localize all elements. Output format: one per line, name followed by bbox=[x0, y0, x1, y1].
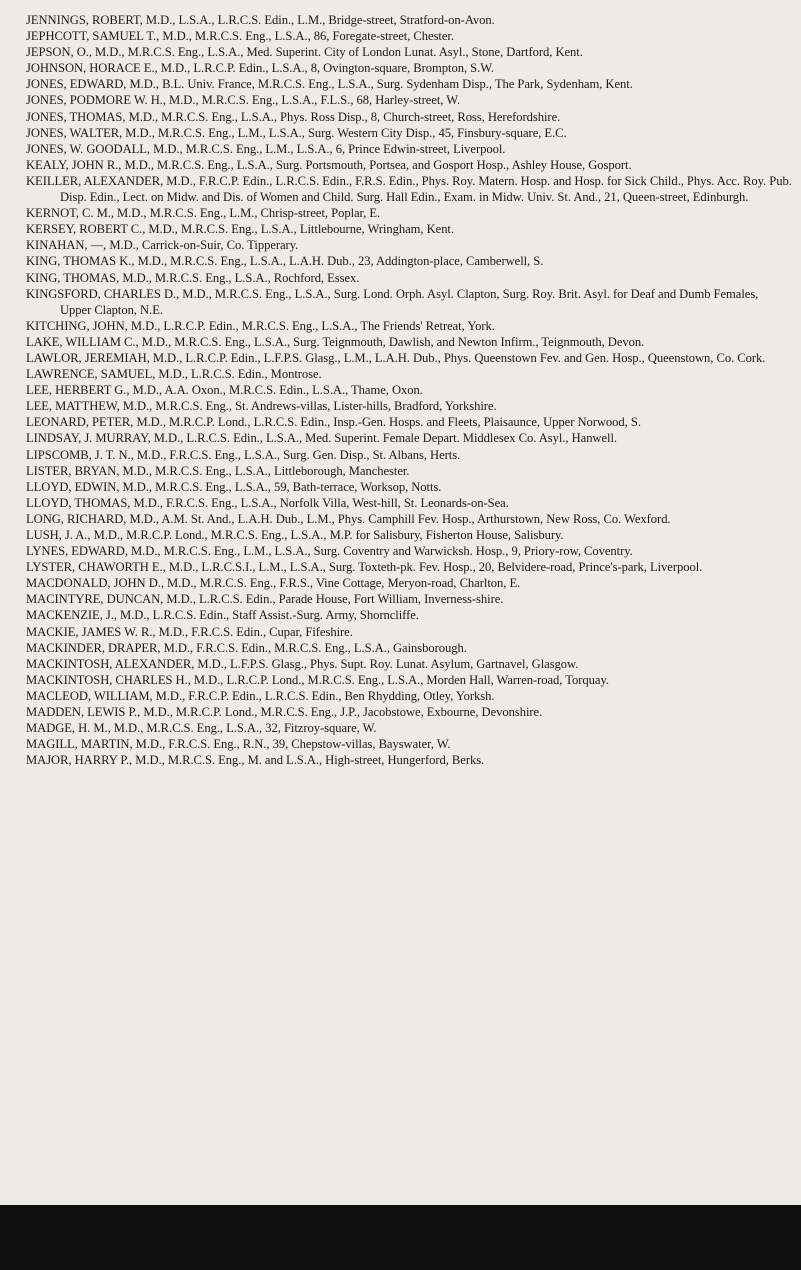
directory-entry: KING, THOMAS, M.D., M.R.C.S. Eng., L.S.A., Rochford, Essex. bbox=[26, 270, 360, 285]
directory-entry: JENNINGS, ROBERT, M.D., L.S.A., L.R.C.S. Edin., L.M., Bridge-street, Stratford-on-Avon. bbox=[26, 13, 495, 27]
directory-entry: KERNOT, C. M., M.D., M.R.C.S. Eng., L.M., Chrisp-street, Poplar, E. bbox=[26, 206, 381, 221]
directory-entry: LAKE, WILLIAM C., M.D., M.R.C.S. Eng., L.S.A., Surg. Teignmouth, Dawlish, and Newton Infirm., Teignmouth, Devon. bbox=[26, 334, 645, 349]
directory-entry: LISTER, BRYAN, M.D., M.R.C.S. Eng., L.S.A., Littleborough, Manchester. bbox=[26, 463, 410, 478]
directory-entry: JEPSON, O., M.D., M.R.C.S. Eng., L.S.A., Med. Superint. City of London Lunat. Asyl., Stone, Dartford, Kent. bbox=[26, 45, 583, 60]
directory-entry: MACKINTOSH, CHARLES H., M.D., L.R.C.P. Lond., M.R.C.S. Eng., L.S.A., Morden Hall, Warren-road, Torquay. bbox=[26, 672, 609, 687]
scan-bottom-band bbox=[0, 1205, 801, 1270]
directory-entry: MACKENZIE, J., M.D., L.R.C.S. Edin., Staff Assist.-Surg. Army, Shorncliffe. bbox=[26, 608, 419, 623]
directory-entry: LLOYD, THOMAS, M.D., F.R.C.S. Eng., L.S.A., Norfolk Villa, West-hill, St. Leonards-on-Sea. bbox=[26, 495, 509, 510]
directory-entry: LYSTER, CHAWORTH E., M.D., L.R.C.S.I., L.M., L.S.A., Surg. Toxteth-pk. Fev. Hosp., 20, Belvidere-road, Prince's-park, Liverpool. bbox=[26, 560, 703, 575]
directory-entry: JONES, WALTER, M.D., M.R.C.S. Eng., L.M., L.S.A., Surg. Western City Disp., 45, Finsbury-square, E.C. bbox=[26, 125, 567, 140]
directory-entry: MACINTYRE, DUNCAN, M.D., L.R.C.S. Edin., Parade House, Fort William, Inverness-shire. bbox=[26, 592, 504, 607]
directory-entries bbox=[26, 12, 792, 768]
directory-entry: LIPSCOMB, J. T. N., M.D., F.R.C.S. Eng., L.S.A., Surg. Gen. Disp., St. Albans, Herts. bbox=[26, 447, 461, 462]
directory-entry: LLOYD, EDWIN, M.D., M.R.C.S. Eng., L.S.A., 59, Bath-terrace, Worksop, Notts. bbox=[26, 479, 442, 494]
directory-entry: KITCHING, JOHN, M.D., L.R.C.P. Edin., M.R.C.S. Eng., L.S.A., The Friends' Retreat, York. bbox=[26, 318, 495, 333]
directory-entry: MADDEN, LEWIS P., M.D., M.R.C.P. Lond., M.R.C.S. Eng., J.P., Jacobstowe, Exbourne, Devonshire. bbox=[26, 705, 543, 720]
directory-entry: MAJOR, HARRY P., M.D., M.R.C.S. Eng., M. and L.S.A., High-street, Hungerford, Berks. bbox=[26, 753, 485, 768]
directory-entry: KEALY, JOHN R., M.D., M.R.C.S. Eng., L.S.A., Surg. Portsmouth, Portsea, and Gosport Hosp., Ashley House, Gosport. bbox=[26, 157, 632, 172]
directory-entry: JONES, EDWARD, M.D., B.L. Univ. France, M.R.C.S. Eng., L.S.A., Surg. Sydenham Disp., The Park, Sydenham, Kent. bbox=[26, 77, 633, 92]
directory-entry: MADGE, H. M., M.D., M.R.C.S. Eng., L.S.A., 32, Fitzroy-square, W. bbox=[26, 721, 377, 736]
directory-entry: LONG, RICHARD, M.D., A.M. St. And., L.A.H. Dub., L.M., Phys. Camphill Fev. Hosp., Arthurstown, New Ross, Co. Wexford. bbox=[26, 511, 671, 526]
directory-entry: JONES, W. GOODALL, M.D., M.R.C.S. Eng., L.M., L.S.A., 6, Prince Edwin-street, Liverpool. bbox=[26, 141, 506, 156]
directory-entry: JONES, THOMAS, M.D., M.R.C.S. Eng., L.S.A., Phys. Ross Disp., 8, Church-street, Ross, Herefordshire. bbox=[26, 109, 561, 124]
directory-entry: MACKINDER, DRAPER, M.D., F.R.C.S. Edin., M.R.C.S. Eng., L.S.A., Gainsborough. bbox=[26, 640, 467, 655]
directory-entry: LEE, HERBERT G., M.D., A.A. Oxon., M.R.C.S. Edin., L.S.A., Thame, Oxon. bbox=[26, 383, 423, 398]
directory-entry: LYNES, EDWARD, M.D., M.R.C.S. Eng., L.M., L.S.A., Surg. Coventry and Warwicksh. Hosp., 9, Priory-row, Coventry. bbox=[26, 544, 633, 559]
directory-entry: MACLEOD, WILLIAM, M.D., F.R.C.P. Edin., L.R.C.S. Edin., Ben Rhydding, Otley, Yorksh. bbox=[26, 688, 495, 703]
directory-entry: LUSH, J. A., M.D., M.R.C.P. Lond., M.R.C.S. Eng., L.S.A., M.P. for Salisbury, Fisherton House, Salisbury. bbox=[26, 528, 564, 542]
directory-entry: MAGILL, MARTIN, M.D., F.R.C.S. Eng., R.N., 39, Chepstow-villas, Bayswater, W. bbox=[26, 737, 451, 752]
directory-entry: JEPHCOTT, SAMUEL T., M.D., M.R.C.S. Eng., L.S.A., 86, Foregate-street, Chester. bbox=[26, 29, 454, 44]
directory-entry: LEONARD, PETER, M.D., M.R.C.P. Lond., L.R.C.S. Edin., Insp.-Gen. Hosps. and Fleets, Plaisaunce, Upper Norwood, S. bbox=[26, 415, 641, 430]
directory-entry: MACKIE, JAMES W. R., M.D., F.R.C.S. Edin., Cupar, Fifeshire. bbox=[26, 624, 353, 639]
directory-entry: KEILLER, ALEXANDER, M.D., F.R.C.P. Edin., L.R.C.S. Edin., F.R.S. Edin., Phys. Roy. Matern. Hosp. and Hosp. for Sick Child., Phys. Acc. Roy. Pub. Disp. Edin., Lect. on Midw. and Dis. of Women and Child. Surg. Hall Edin., Exam. in Midw. Univ. St. And., 21, Queen-street, Edinburgh. bbox=[26, 173, 792, 205]
directory-entry: LAWLOR, JEREMIAH, M.D., L.R.C.P. Edin., L.F.P.S. Glasg., L.M., L.A.H. Dub., Phys. Queenstown Fev. and Gen. Hosp., Queenstown, Co. Cork. bbox=[26, 350, 766, 365]
directory-entry: KING, THOMAS K., M.D., M.R.C.S. Eng., L.S.A., L.A.H. Dub., 23, Addington-place, Camberwell, S. bbox=[26, 254, 544, 269]
directory-entry: LAWRENCE, SAMUEL, M.D., L.R.C.S. Edin., Montrose. bbox=[26, 367, 322, 382]
directory-entry: LEE, MATTHEW, M.D., M.R.C.S. Eng., St. Andrews-villas, Lister-hills, Bradford, Yorkshire. bbox=[26, 399, 497, 414]
directory-entry: JONES, PODMORE W. H., M.D., M.R.C.S. Eng., L.S.A., F.L.S., 68, Harley-street, W. bbox=[26, 93, 461, 108]
directory-entry: MACDONALD, JOHN D., M.D., M.R.C.S. Eng., F.R.S., Vine Cottage, Meryon-road, Charlton, E. bbox=[26, 576, 521, 591]
directory-entry: JOHNSON, HORACE E., M.D., L.R.C.P. Edin., L.S.A., 8, Ovington-square, Brompton, S.W. bbox=[26, 61, 494, 76]
directory-entry: LINDSAY, J. MURRAY, M.D., L.R.C.S. Edin., L.S.A., Med. Superint. Female Depart. Middlesex Co. Asyl., Hanwell. bbox=[26, 431, 618, 446]
directory-entry: KERSEY, ROBERT C., M.D., M.R.C.S. Eng., L.S.A., Littlebourne, Wringham, Kent. bbox=[26, 222, 454, 237]
directory-entry: KINGSFORD, CHARLES D., M.D., M.R.C.S. Eng., L.S.A., Surg. Lond. Orph. Asyl. Clapton, Surg. Roy. Brit. Asyl. for Deaf and Dumb Females, Upper Clapton, N.E. bbox=[26, 286, 759, 317]
directory-entry: KINAHAN, —, M.D., Carrick-on-Suir, Co. Tipperary. bbox=[26, 238, 299, 253]
directory-entry: MACKINTOSH, ALEXANDER, M.D., L.F.P.S. Glasg., Phys. Supt. Roy. Lunat. Asylum, Gartnavel, Glasgow. bbox=[26, 656, 579, 671]
